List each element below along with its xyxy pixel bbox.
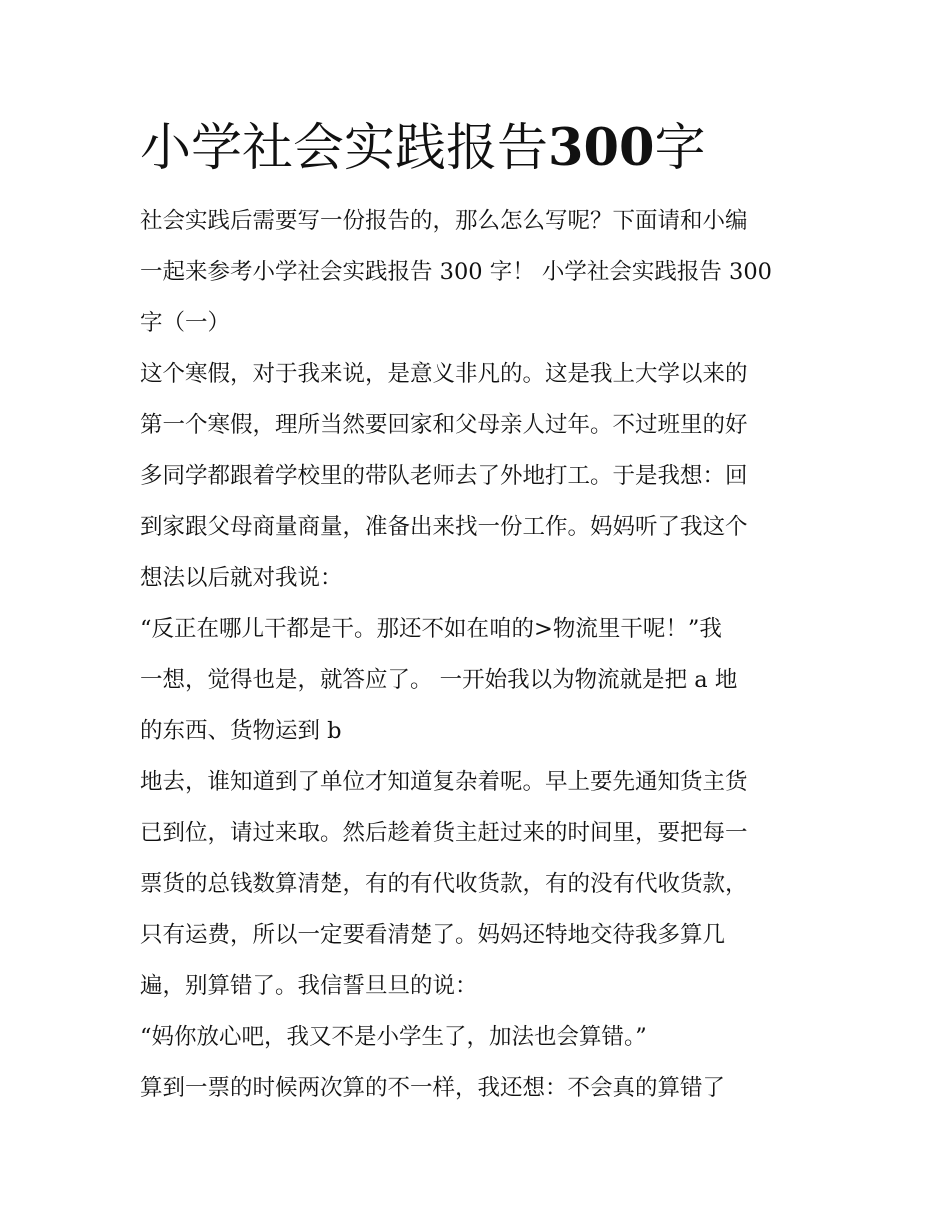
text-line: 一想，觉得也是，就答应了。 一开始我以为物流就是把 a 地 bbox=[140, 667, 738, 693]
text-line: 社会实践后需要写一份报告的，那么怎么写呢？下面请和小编 bbox=[140, 208, 748, 234]
document-body bbox=[140, 196, 815, 1114]
text-line: 的东西、货物运到 b bbox=[140, 718, 342, 744]
text-line: 只有运费，所以一定要看清楚了。妈妈还特地交待我多算几 bbox=[140, 922, 726, 948]
text-line: 第一个寒假，理所当然要回家和父母亲人过年。不过班里的好 bbox=[140, 412, 748, 438]
text-line: 遍，别算错了。我信誓旦旦的说： bbox=[140, 973, 478, 999]
document-title bbox=[140, 118, 706, 179]
text-line: “反正在哪儿干都是干。那还不如在咱的>物流里干呢！”我 bbox=[140, 616, 722, 642]
text-line: 算到一票的时候两次算的不一样，我还想：不会真的算错了 bbox=[140, 1075, 726, 1101]
text-line: 字（一） bbox=[140, 310, 231, 336]
text-line: 到家跟父母商量商量，准备出来找一份工作。妈妈听了我这个 bbox=[140, 514, 748, 540]
title-tail: 字 bbox=[654, 119, 706, 178]
title-number: 300 bbox=[548, 118, 655, 178]
text-line: “妈你放心吧，我又不是小学生了，加法也会算错。” bbox=[140, 1024, 647, 1050]
text-line: 已到位，请过来取。然后趁着货主赶过来的时间里，要把每一 bbox=[140, 820, 748, 846]
text-line: 这个寒假，对于我来说，是意义非凡的。这是我上大学以来的 bbox=[140, 361, 748, 387]
text-line: 多同学都跟着学校里的带队老师去了外地打工。于是我想：回 bbox=[140, 463, 748, 489]
text-line: 地去，谁知道到了单位才知道复杂着呢。早上要先通知货主货 bbox=[140, 769, 748, 795]
title-main: 小学社会实践报告 bbox=[140, 119, 549, 178]
text-line: 想法以后就对我说： bbox=[140, 565, 343, 591]
text-line: 一起来参考小学社会实践报告 300 字！ 小学社会实践报告 300 bbox=[140, 259, 773, 285]
text-line: 票货的总钱数算清楚，有的有代收货款，有的没有代收货款， bbox=[140, 871, 748, 897]
